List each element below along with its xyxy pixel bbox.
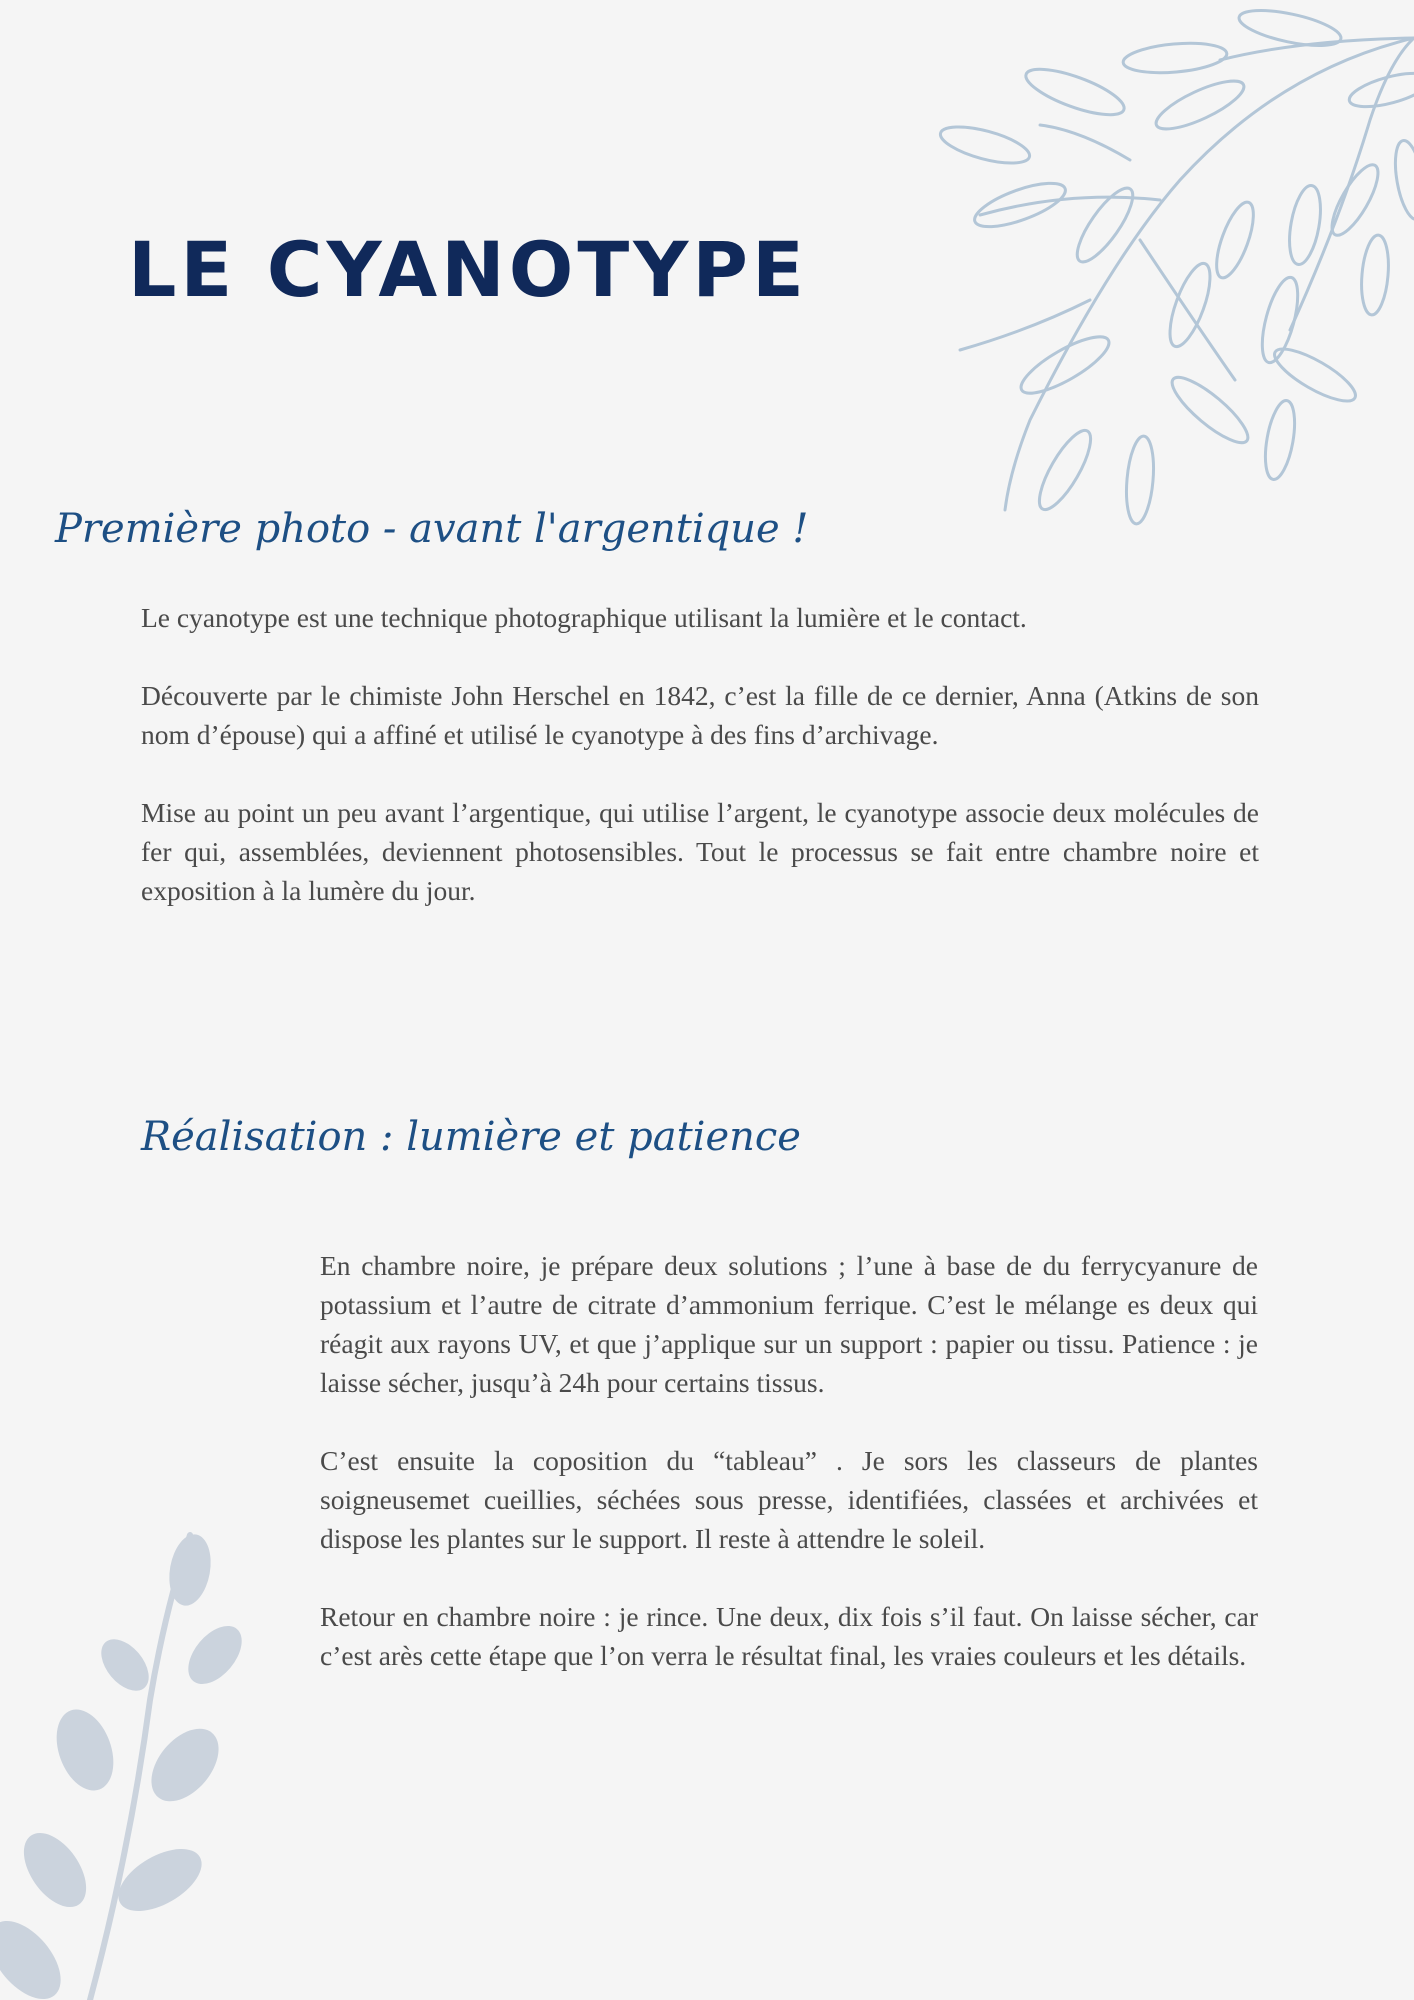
section-history-body [141, 598, 1259, 949]
paragraph: Retour en chambre noire : je rince. Une deux, dix fois s’il faut. On laisse sécher, car c’est arès cette étape que l’on verra le résultat final, les vraies couleurs et les détails. [320, 1601, 1258, 1671]
section-heading-history: Première photo - avant l'argentique ! [55, 506, 809, 552]
leaf-branch-filled-icon [0, 1520, 260, 2000]
page-title: LE CYANOTYPE [128, 225, 808, 314]
section-heading-realisation: Réalisation : lumière et patience [141, 1114, 801, 1160]
paragraph: En chambre noire, je prépare deux solutions ; l’une à base de du ferrycyanure de potassium et l’autre de citrate d’ammonium ferrique. C’est le mélange es deux qui réagit aux rayons UV, et que j’applique sur un support : papier ou tissu. Patience : je laisse sécher, jusqu’à 24h pour certains tissus. [320, 1250, 1258, 1398]
leaf-branch-outline-icon [920, 0, 1414, 540]
paragraph: Découverte par le chimiste John Herschel en 1842, c’est la fille de ce dernier, Anna (Atkins de son nom d’épouse) qui a affiné et utilisé le cyanotype à des fins d’archivage. [141, 680, 1259, 750]
section-realisation-body [320, 1246, 1258, 1714]
paragraph: Mise au point un peu avant l’argentique, qui utilise l’argent, le cyanotype associe deux molécules de fer qui, assemblées, deviennent photosensibles. Tout le processus se fait entre chambre noire et exposition à la lumère du jour. [141, 797, 1259, 906]
paragraph: Le cyanotype est une technique photographique utilisant la lumière et le contact. [141, 602, 1027, 633]
paragraph: C’est ensuite la coposition du “tableau” . Je sors les classeurs de plantes soigneusemet cueillies, séchées sous presse, identifiées, classées et archivées et dispose les plantes sur le support. Il reste à attendre le soleil. [320, 1445, 1258, 1554]
